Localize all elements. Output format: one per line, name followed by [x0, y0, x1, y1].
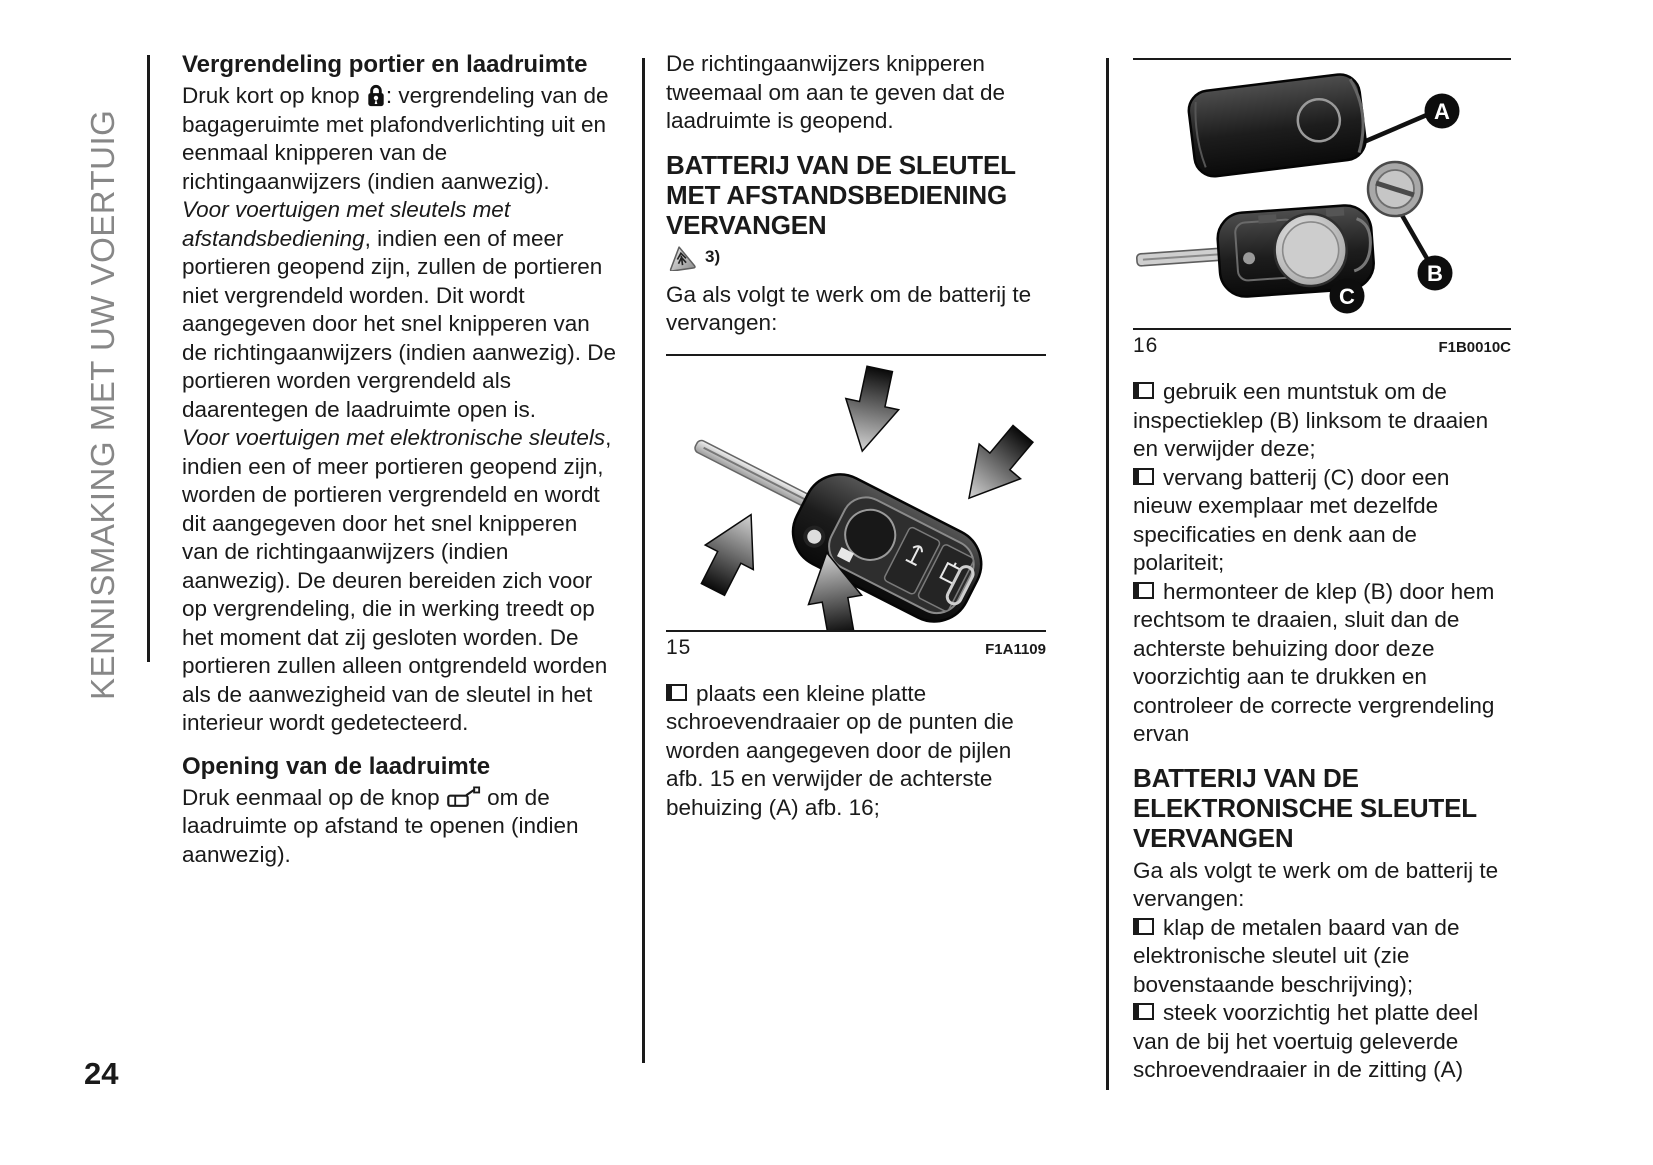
paragraph-procedure-intro: Ga als volgt te werk om de batterij te vervangen:	[666, 281, 1032, 335]
figure-number: 16	[1133, 334, 1159, 357]
section-heading-electronic-battery: BATTERIJ VAN DE ELEKTRONISCHE SLEUTEL VERVANGEN	[1133, 762, 1477, 853]
text-run: , indien een of meer portieren geopend zijn, worden de portieren vergrendeld en wordt dit aangegeven door het snel knipperen van de richtingaanwijzers (indien aanwezig). De deuren bereiden zich voor op vergrendeling, die in werking treedt op het moment dat zij gesloten worden. De portieren zullen alleen ontgrendeld worden als de aanwezigheid van de sleutel in het interieur wordt gedetecteerd.	[182, 425, 612, 735]
bullet-square-icon	[1133, 382, 1154, 399]
figure-15	[666, 354, 1046, 660]
column-right	[1133, 50, 1511, 1085]
text-run: gebruik een muntstuk om de inspectieklep (B) linksom te draaien en verwijder deze;	[1133, 379, 1489, 461]
italic-run: Voor voertuigen met sleutels met afstandsbediening	[182, 197, 511, 251]
figure-code: F1B0010C	[1438, 339, 1511, 356]
bullet-item	[1133, 378, 1511, 464]
column-divider-1	[642, 58, 645, 1063]
bullet-item	[666, 680, 1046, 823]
figure-16-image	[1133, 60, 1511, 328]
text-run: : vergrendeling van de bagageruimte met plafondverlichting uit en eenmaal knipperen van de richtingaanwijzers (indien aanwezig).	[182, 83, 609, 194]
text-run: steek voorzichtig het platte deel van de bij het voertuig geleverde schroevendraaier in de zitting (A)	[1133, 1000, 1479, 1082]
subsection-heading-open: Opening van de laadruimte	[182, 752, 491, 780]
bullet-square-icon	[666, 684, 687, 701]
bullet-square-icon	[1133, 918, 1154, 935]
figure-code: F1A1109	[985, 640, 1046, 658]
text-run: plaats een kleine platte schroevendraaier op de punten die worden aangegeven door de pijlen afb. 15 en verwijder de achterste behuizing (A) afb. 16;	[666, 680, 1014, 820]
paragraph-lock	[182, 82, 618, 196]
column-divider-2	[1106, 58, 1109, 1090]
text-run: Druk eenmaal op de knop	[182, 784, 446, 810]
key-fob-with-arrows-illustration	[666, 358, 1046, 630]
italic-run: Voor voertuigen met elektronische sleutels	[182, 425, 606, 450]
paragraph-remote-keys	[182, 196, 618, 424]
text-run: Druk kort op knop	[182, 83, 366, 108]
bullet-square-icon	[1133, 468, 1154, 485]
paragraph-indicators: De richtingaanwijzers knipperen tweemaal om aan te geven dat de laadruimte is geopend.	[666, 51, 1005, 133]
text-run: om de laadruimte op afstand te openen (indien aanwezig).	[182, 784, 579, 867]
note-reference-row	[666, 244, 1046, 271]
note-reference: 3)	[705, 247, 721, 266]
figure-16-caption	[1133, 328, 1511, 358]
paragraph-electronic-keys	[182, 424, 618, 738]
section-heading-remote-battery: BATTERIJ VAN DE SLEUTEL MET AFSTANDSBEDIENING VERVANGEN	[666, 149, 1016, 240]
subsection-heading-lock: Vergrendeling portier en laadruimte	[182, 51, 588, 78]
paragraph-open-cargo	[182, 784, 618, 870]
figure-label-a: A	[1434, 99, 1450, 124]
bullet-item	[1133, 914, 1511, 1000]
figure-15-caption	[666, 630, 1046, 660]
figure-15-image	[666, 356, 1046, 630]
text-run: hermonteer de klep (B) door hem rechtsom te draaien, sluit dan de achterste behuizing door deze voorzichtig aan te drukken en controleer de correcte vergrendeling ervan	[1133, 578, 1495, 746]
bullet-item	[1133, 464, 1511, 578]
column-left	[182, 50, 618, 869]
text-run: vervang batterij (C) door een nieuw exemplaar met dezelfde specificaties en denk aan de polariteit;	[1133, 464, 1450, 575]
text-run: klap de metalen baard van de elektronische sleutel uit (zie bovenstaande beschrijving);	[1133, 914, 1460, 997]
figure-number: 15	[666, 635, 692, 659]
figure-16	[1133, 58, 1511, 358]
column-middle	[666, 50, 1046, 822]
bullet-square-icon	[1133, 582, 1154, 599]
liftgate-open-icon	[446, 786, 481, 810]
chapter-sidebar-label: KENNISMAKING MET UW VOERTUIG	[84, 109, 121, 700]
bullet-item	[1133, 999, 1511, 1085]
figure-label-c: C	[1339, 284, 1355, 309]
paragraph-procedure-intro-2: Ga als volgt te werk om de batterij te vervangen:	[1133, 857, 1499, 911]
text-run: , indien een of meer portieren geopend zijn, zullen de portieren niet vergrendeld worden. Dit wordt aangegeven door het snel knipperen van de richtingaanwijzers (indien aanwezig). De portieren worden vergrendeld als daarentegen de laadruimte open is.	[182, 225, 616, 422]
key-components-illustration	[1133, 62, 1511, 328]
page-number: 24	[84, 1056, 119, 1091]
figure-label-b: B	[1427, 261, 1443, 286]
padlock-locked-icon	[366, 83, 386, 108]
bullet-item	[1133, 578, 1511, 749]
sidebar-rule	[147, 55, 150, 662]
bullet-square-icon	[1133, 1003, 1154, 1020]
environment-note-triangle-icon	[666, 244, 697, 271]
